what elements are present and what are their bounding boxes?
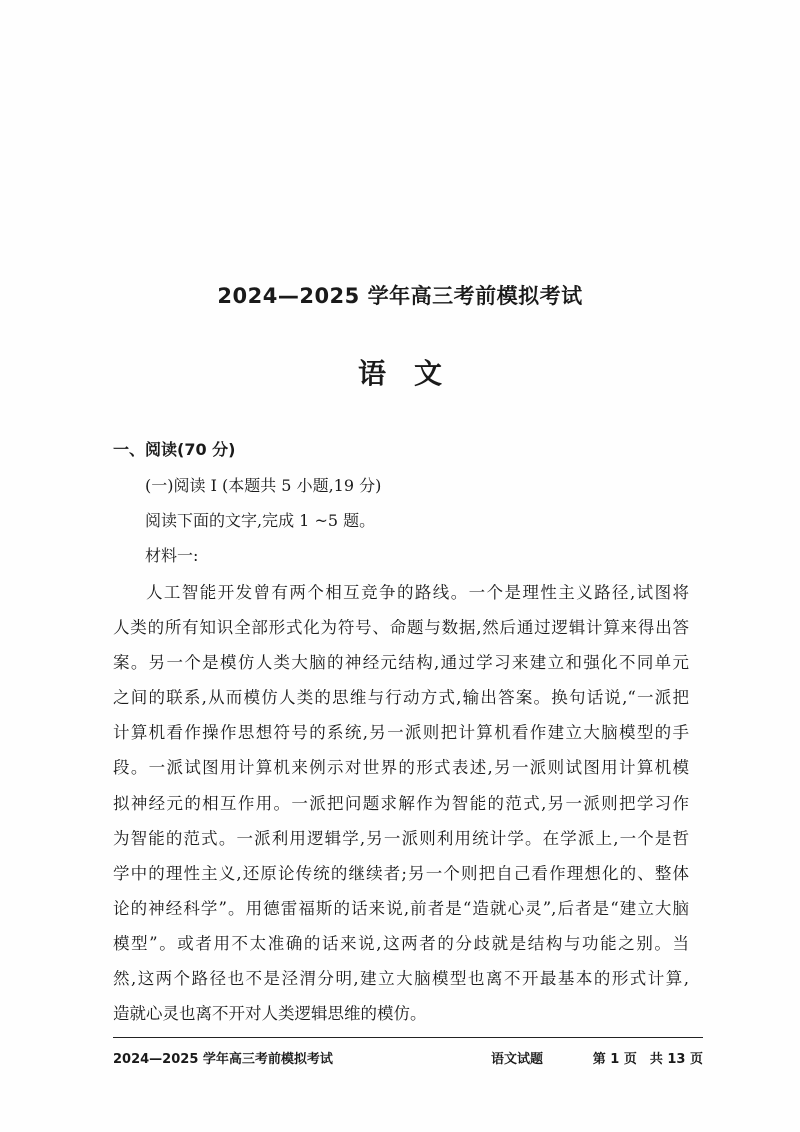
passage-line: 人工智能开发曾有两个相互竞争的路线。一个是理性主义路径,试图将	[146, 583, 689, 602]
passage-line: 论的神经科学”。用德雷福斯的话来说,前者是“造就心灵”,后者是“建立大脑	[113, 898, 689, 918]
passage-body	[113, 575, 689, 1031]
footer-page-number: 第 1 页 共 13 页	[592, 1052, 703, 1067]
passage-line: 然,这两个路径也不是泾渭分明,建立大脑模型也离不开最基本的形式计算,	[113, 969, 689, 989]
material-label: 材料一:	[145, 546, 199, 565]
passage-line: 段。一派试图用计算机来例示对世界的形式表述,另一派则试图用计算机模	[113, 758, 689, 778]
passage-line: 拟神经元的相互作用。一派把问题求解作为智能的范式,另一派则把学习作	[113, 793, 689, 813]
passage-line: 案。另一个是模仿人类大脑的神经元结构,通过学习来建立和强化不同单元	[113, 653, 689, 673]
subsection-heading: (一)阅读 I (本题共 5 小题,19 分)	[145, 476, 382, 495]
reading-instruction: 阅读下面的文字,完成 1 ~5 题。	[145, 511, 376, 530]
subject-title: 语文	[357, 357, 470, 390]
section-heading: 一、阅读(70 分)	[113, 440, 236, 459]
passage-line: 之间的联系,从而模仿人类的思维与行动方式,输出答案。换句话说,“一派把	[113, 688, 689, 708]
passage-line: 学中的理性主义,还原论传统的继续者;另一个则把自己看作理想化的、整体	[113, 863, 689, 883]
passage-line: 造就心灵也离不开对人类逻辑思维的模仿。	[113, 1004, 427, 1024]
passage-line: 计算机看作操作思想符号的系统,另一派则把计算机看作建立大脑模型的手	[113, 723, 689, 743]
footer-exam-title: 2024—2025 学年高三考前模拟考试	[113, 1052, 333, 1067]
passage-line: 人类的所有知识全部形式化为符号、命题与数据,然后通过逻辑计算来得出答	[113, 618, 689, 638]
passage-line: 模型”。或者用不太准确的话来说,这两者的分歧就是结构与功能之别。当	[113, 933, 689, 953]
exam-title: 2024—2025 学年高三考前模拟考试	[217, 284, 583, 308]
footer-divider	[113, 1037, 703, 1038]
footer-subject: 语文试题	[491, 1052, 544, 1067]
passage-line: 为智能的范式。一派利用逻辑学,另一派则利用统计学。在学派上,一个是哲	[113, 828, 689, 848]
page-footer	[113, 1048, 703, 1068]
